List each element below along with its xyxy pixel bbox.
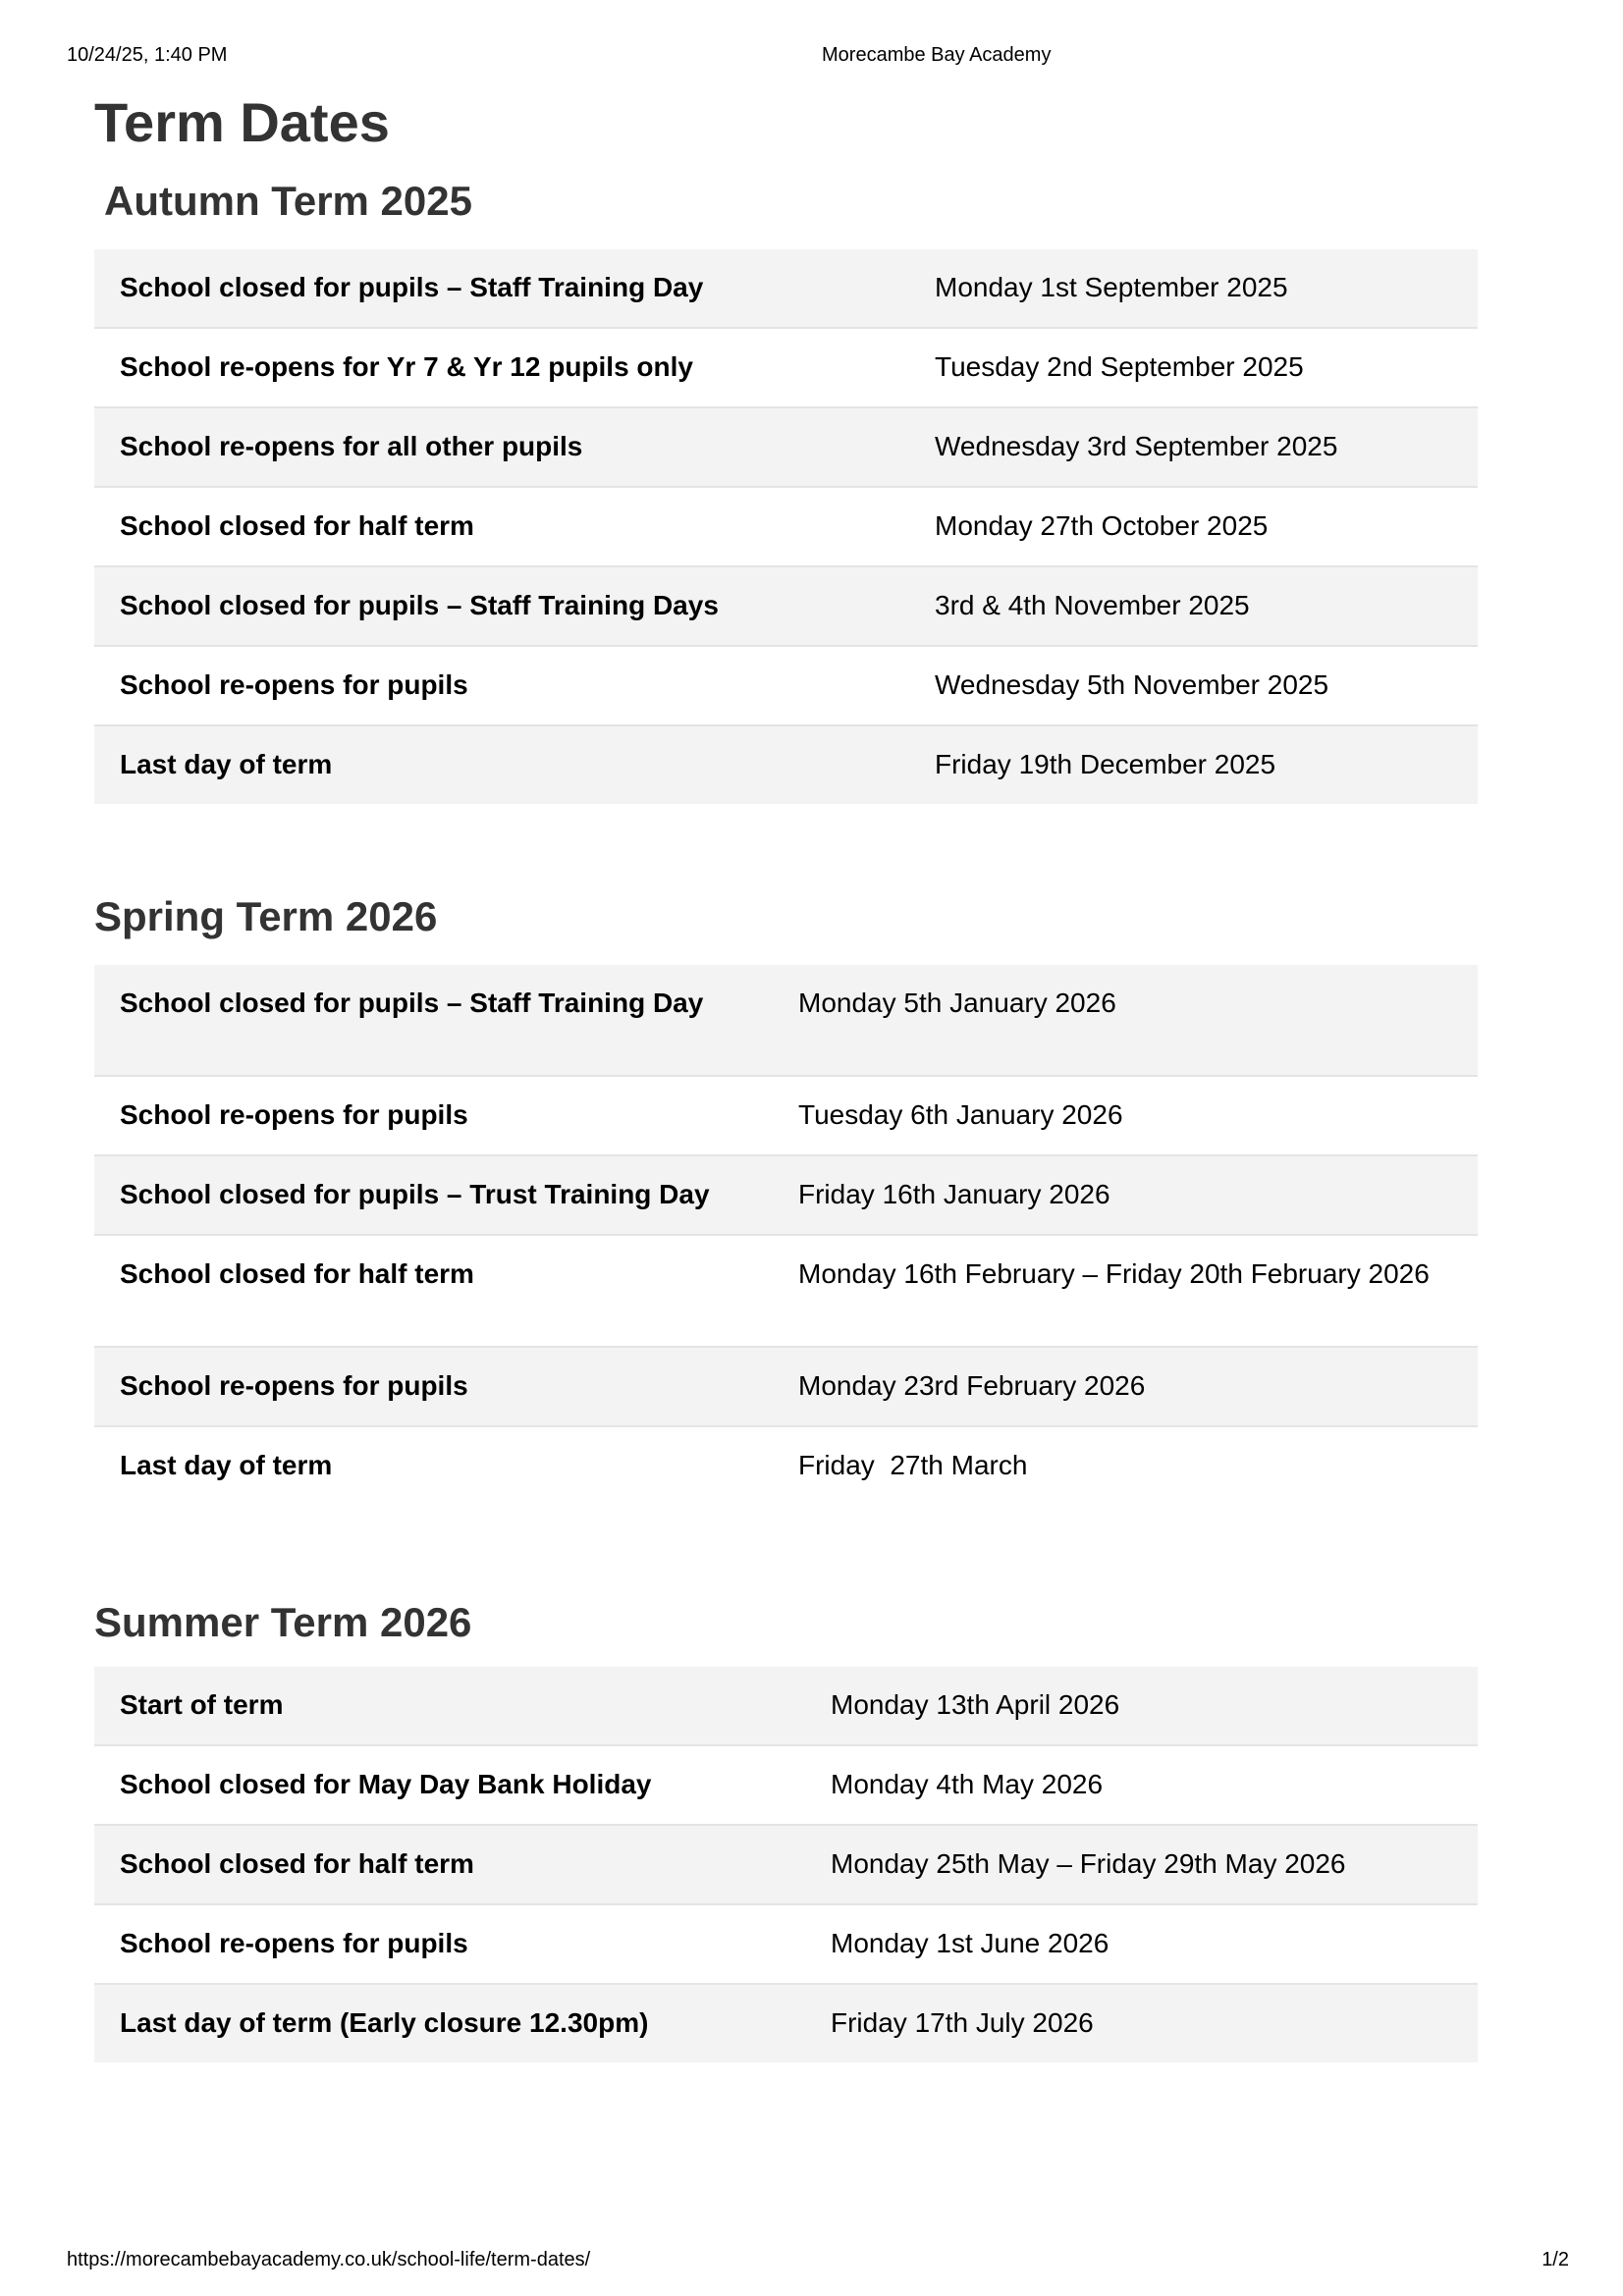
event-label: School closed for half term [94,487,935,566]
table-row [94,646,1478,725]
event-label: School re-opens for all other pupils [94,407,935,487]
event-date: Monday 1st September 2025 [935,249,1478,328]
event-label: School re-opens for pupils [94,1076,798,1155]
table-row [94,328,1478,407]
print-url: https://morecambebayacademy.co.uk/school-life/term-dates/ [67,2249,591,2270]
event-date: Friday 17th July 2026 [831,1984,1478,2062]
table-row [94,965,1478,1076]
event-label: Last day of term (Early closure 12.30pm) [94,1984,831,2062]
event-date: Friday 16th January 2026 [798,1155,1478,1235]
event-date: Wednesday 5th November 2025 [935,646,1478,725]
event-date: Tuesday 6th January 2026 [798,1076,1478,1155]
table-row [94,1426,1478,1505]
event-date: Monday 4th May 2026 [831,1745,1478,1825]
event-label: Start of term [94,1667,831,1745]
event-label: School closed for pupils – Staff Training Day [94,249,935,328]
table-row [94,1825,1478,1904]
event-date: Friday 27th March [798,1426,1478,1505]
event-date: Monday 25th May – Friday 29th May 2026 [831,1825,1478,1904]
table-row [94,1235,1478,1347]
table-row [94,1667,1478,1745]
table-row [94,725,1478,804]
event-date: Monday 1st June 2026 [831,1904,1478,1984]
print-site-title: Morecambe Bay Academy [822,44,1052,66]
table-row [94,1155,1478,1235]
table-row [94,249,1478,328]
print-page-number: 1/2 [1542,2249,1569,2270]
autumn-term-heading: Autumn Term 2025 [104,178,472,224]
table-row [94,1347,1478,1426]
event-date: Monday 23rd February 2026 [798,1347,1478,1426]
event-label: School closed for pupils – Staff Training Day [94,965,798,1076]
event-date: Friday 19th December 2025 [935,725,1478,804]
event-label: Last day of term [94,725,935,804]
event-date: 3rd & 4th November 2025 [935,566,1478,646]
table-row [94,1984,1478,2062]
table-row [94,1076,1478,1155]
event-label: School closed for half term [94,1825,831,1904]
event-label: School re-opens for pupils [94,646,935,725]
event-date: Monday 13th April 2026 [831,1667,1478,1745]
table-row [94,407,1478,487]
spring-term-table [94,965,1478,1505]
event-label: School closed for pupils – Trust Training Day [94,1155,798,1235]
table-row [94,1904,1478,1984]
print-datetime: 10/24/25, 1:40 PM [67,44,228,66]
event-label: School closed for pupils – Staff Training Days [94,566,935,646]
event-date: Monday 27th October 2025 [935,487,1478,566]
event-label: School re-opens for pupils [94,1904,831,1984]
event-date: Wednesday 3rd September 2025 [935,407,1478,487]
summer-term-heading: Summer Term 2026 [94,1599,472,1645]
spring-term-heading: Spring Term 2026 [94,893,438,939]
table-row [94,566,1478,646]
event-date: Tuesday 2nd September 2025 [935,328,1478,407]
event-date: Monday 5th January 2026 [798,965,1478,1076]
event-label: School closed for May Day Bank Holiday [94,1745,831,1825]
event-label: School re-opens for Yr 7 & Yr 12 pupils only [94,328,935,407]
summer-term-table [94,1667,1478,2062]
event-label: Last day of term [94,1426,798,1505]
autumn-term-table [94,249,1478,804]
table-row [94,487,1478,566]
event-label: School closed for half term [94,1235,798,1347]
event-label: School re-opens for pupils [94,1347,798,1426]
event-date: Monday 16th February – Friday 20th February 2026 [798,1235,1478,1347]
table-row [94,1745,1478,1825]
page-title: Term Dates [94,91,390,153]
